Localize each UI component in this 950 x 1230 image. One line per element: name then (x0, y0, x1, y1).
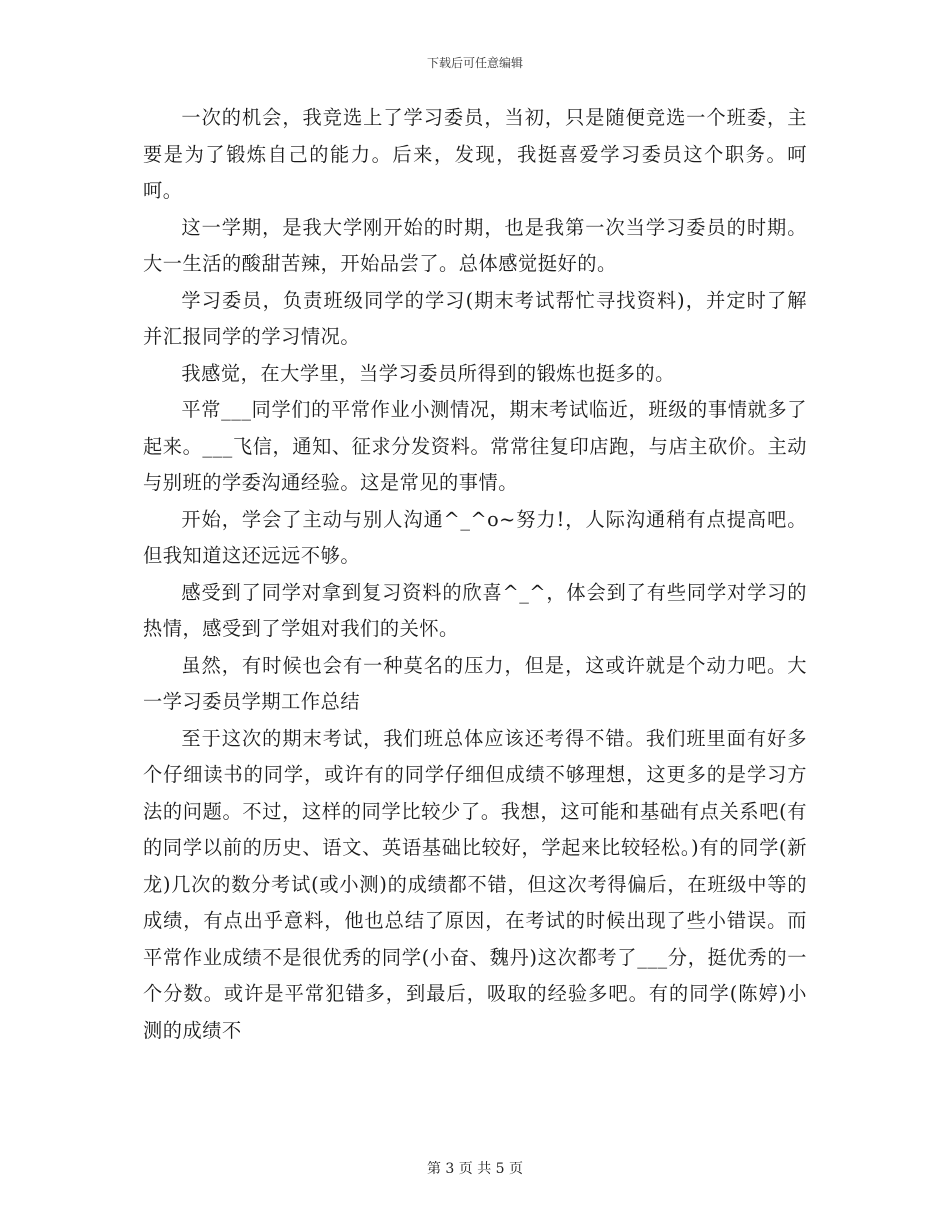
paragraph-2: 这一学期，是我大学刚开始的时期，也是我第一次当学习委员的时期。大一生活的酸甜苦辣，开始品尝了。总体感觉挺好的。 (143, 215, 807, 275)
paragraph-1: 一次的机会，我竞选上了学习委员，当初，只是随便竞选一个班委，主要是为了锻炼自己的能力。后来，发现，我挺喜爱学习委员这个职务。呵呵。 (143, 106, 807, 202)
paragraph-3: 学习委员，负责班级同学的学习(期末考试帮忙寻找资料)，并定时了解并汇报同学的学习情况。 (143, 288, 807, 348)
paragraph-8: 虽然，有时候也会有一种莫名的压力，但是，这或许就是个动力吧。大一学习委员学期工作总结 (143, 653, 807, 713)
paragraph-7: 感受到了同学对拿到复习资料的欣喜^_^，体会到了有些同学对学习的热情，感受到了学姐对我们的关怀。 (143, 580, 807, 640)
paragraph-9: 至于这次的期末考试，我们班总体应该还考得不错。我们班里面有好多个仔细读书的同学，或许有的同学仔细但成绩不够理想，这更多的是学习方法的问题。不过，这样的同学比较少了。我想，这可能和基础有点关系吧(有的同学以前的历史、语文、英语基础比较好，学起来比较轻松。)有的同学(新龙)几次的数分考试(或小测)的成绩都不错，但这次考得偏后，在班级中等的成绩，有点出乎意料，他也总结了原因，在考试的时候出现了些小错误。而平常作业成绩不是很优秀的同学(小奋、魏丹)这次都考了___分，挺优秀的一个分数。或许是平常犯错多，到最后，吸取的经验多吧。有的同学(陈婷)小测的成绩不 (143, 726, 807, 1042)
paragraph-4: 我感觉，在大学里，当学习委员所得到的锻炼也挺多的。 (181, 361, 675, 385)
document-body (143, 100, 807, 1049)
paragraph-5: 平常___同学们的平常作业小测情况，期末考试临近，班级的事情就多了起来。___飞信，通知、征求分发资料。常常往复印店跑，与店主砍价。主动与别班的学委沟通经验。这是常见的事情。 (143, 398, 807, 494)
page-footer: 第 3 页 共 5 页 (426, 1161, 524, 1177)
paragraph-6: 开始，学会了主动与别人沟通^_^o~努力!，人际沟通稍有点提高吧。但我知道这还远远不够。 (143, 507, 807, 567)
page-header: 下载后可任意编辑 (426, 56, 523, 70)
